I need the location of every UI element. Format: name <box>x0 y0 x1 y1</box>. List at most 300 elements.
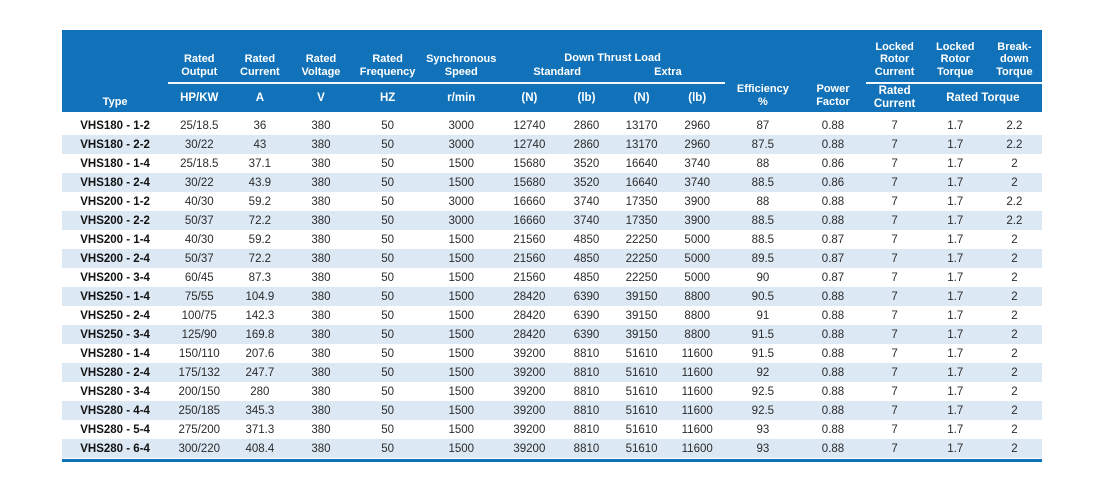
value-cell: 1500 <box>448 385 475 398</box>
value-cell: 4850 <box>573 233 600 246</box>
unit-speed: r/min <box>423 84 500 116</box>
value-cell: 50 <box>353 249 423 268</box>
type-cell: VHS280 - 4-4 <box>62 401 168 420</box>
value-cell: 2 <box>1011 233 1018 246</box>
type-cell: VHS250 - 2-4 <box>80 309 150 322</box>
value-cell: 0.88 <box>821 195 845 208</box>
value-cell: 1.7 <box>924 249 987 268</box>
value-cell: 88.5 <box>725 173 800 192</box>
value-cell: 1500 <box>423 287 500 306</box>
value-cell: 150/110 <box>178 347 220 360</box>
value-cell: 0.86 <box>800 173 865 192</box>
table-row <box>62 116 1042 135</box>
value-cell: 1500 <box>423 439 500 458</box>
value-cell: 2 <box>987 401 1042 420</box>
value-cell: 380 <box>311 271 331 284</box>
value-cell: 50 <box>381 119 394 132</box>
value-cell: 50 <box>353 401 423 420</box>
value-cell: 2.2 <box>987 211 1042 230</box>
value-cell: 39200 <box>513 385 546 398</box>
value-cell: 2 <box>1011 385 1018 398</box>
value-cell: 0.88 <box>821 385 845 398</box>
value-cell: 11600 <box>669 439 725 458</box>
value-cell: 21560 <box>500 249 559 268</box>
value-cell: 100/75 <box>181 309 217 322</box>
value-cell: 59.2 <box>248 195 272 208</box>
value-cell: 1500 <box>448 423 475 436</box>
value-cell: 1.7 <box>924 287 987 306</box>
value-cell: 1500 <box>423 363 500 382</box>
table-row <box>62 173 1042 192</box>
value-cell: 39200 <box>500 363 559 382</box>
value-cell: 3740 <box>669 173 725 192</box>
value-cell: 380 <box>289 439 352 458</box>
value-cell: 28420 <box>513 309 546 322</box>
value-cell: 51610 <box>625 385 658 398</box>
value-cell: 8810 <box>559 439 614 458</box>
unit-locked-rotor-current: Rated Current <box>866 84 924 116</box>
value-cell: 88 <box>756 157 770 170</box>
value-cell: 30/22 <box>168 135 230 154</box>
value-cell: 50 <box>353 439 423 458</box>
table-row <box>62 439 1042 458</box>
value-cell: 50 <box>381 385 394 398</box>
value-cell: 8810 <box>573 347 600 360</box>
value-cell: 0.88 <box>821 423 845 436</box>
type-cell: VHS250 - 1-4 <box>62 287 168 306</box>
value-cell: 1.7 <box>947 233 964 246</box>
value-cell: 250/185 <box>168 401 230 420</box>
col-header-type: Type <box>62 30 168 116</box>
value-cell: 8810 <box>573 423 600 436</box>
value-cell: 93 <box>725 439 800 458</box>
value-cell: 169.8 <box>230 325 289 344</box>
value-cell: 92.5 <box>751 385 775 398</box>
value-cell: 1500 <box>448 233 475 246</box>
value-cell: 142.3 <box>245 309 275 322</box>
value-cell: 13170 <box>625 119 658 132</box>
value-cell: 380 <box>311 157 331 170</box>
value-cell: 2 <box>987 439 1042 458</box>
value-cell: 39150 <box>614 325 669 344</box>
value-cell: 50 <box>353 325 423 344</box>
value-cell: 40/30 <box>184 233 214 246</box>
value-cell: 39200 <box>513 347 546 360</box>
value-cell: 380 <box>311 119 331 132</box>
value-cell: 8800 <box>669 287 725 306</box>
value-cell: 380 <box>289 401 352 420</box>
value-cell: 16640 <box>625 157 658 170</box>
value-cell: 59.2 <box>248 233 272 246</box>
type-cell: VHS280 - 1-4 <box>80 347 150 360</box>
table-row <box>62 401 1042 420</box>
value-cell: 88 <box>756 195 770 208</box>
value-cell: 7 <box>866 325 924 344</box>
value-cell: 50 <box>381 347 394 360</box>
value-cell: 1500 <box>448 347 475 360</box>
value-cell: 87.5 <box>725 135 800 154</box>
value-cell: 345.3 <box>230 401 289 420</box>
value-cell: 17350 <box>614 211 669 230</box>
value-cell: 0.86 <box>821 157 845 170</box>
value-cell: 3740 <box>573 195 600 208</box>
value-cell: 380 <box>289 211 352 230</box>
value-cell: 1500 <box>448 309 475 322</box>
value-cell: 5000 <box>684 271 711 284</box>
value-cell: 7 <box>891 309 898 322</box>
type-cell: VHS180 - 2-2 <box>62 135 168 154</box>
type-cell: VHS250 - 3-4 <box>62 325 168 344</box>
value-cell: 371.3 <box>245 423 275 436</box>
value-cell: 72.2 <box>230 249 289 268</box>
value-cell: 88.5 <box>751 233 775 246</box>
type-cell: VHS280 - 6-4 <box>62 439 168 458</box>
value-cell: 22250 <box>625 271 658 284</box>
value-cell: 91 <box>756 309 770 322</box>
value-cell: 39200 <box>500 401 559 420</box>
value-cell: 1.7 <box>924 363 987 382</box>
table-row <box>62 325 1042 344</box>
value-cell: 5000 <box>669 249 725 268</box>
value-cell: 0.87 <box>821 271 845 284</box>
value-cell: 380 <box>289 173 352 192</box>
value-cell: 36 <box>253 119 267 132</box>
value-cell: 90 <box>756 271 770 284</box>
col-header-down-thrust-load <box>500 30 725 84</box>
value-cell: 0.88 <box>800 135 865 154</box>
value-cell: 175/132 <box>168 363 230 382</box>
value-cell: 0.88 <box>821 309 845 322</box>
value-cell: 50 <box>353 173 423 192</box>
power-factor-label-line2: Factor <box>816 95 850 108</box>
value-cell: 1.7 <box>947 385 964 398</box>
table-row <box>62 230 1042 249</box>
value-cell: 1500 <box>448 157 475 170</box>
unit-current: A <box>230 84 289 116</box>
value-cell: 39150 <box>614 287 669 306</box>
value-cell: 1.7 <box>947 119 964 132</box>
value-cell: 2 <box>1011 347 1018 360</box>
value-cell: 87.3 <box>248 271 272 284</box>
value-cell: 4850 <box>559 249 614 268</box>
power-factor-label-line1: Power <box>816 83 850 96</box>
value-cell: 2 <box>1011 423 1018 436</box>
table-row <box>62 287 1042 306</box>
value-cell: 2 <box>987 173 1042 192</box>
value-cell: 16660 <box>513 195 546 208</box>
table-header <box>62 30 1042 116</box>
table-row <box>62 382 1042 401</box>
value-cell: 13170 <box>614 135 669 154</box>
value-cell: 7 <box>866 401 924 420</box>
value-cell: 37.1 <box>248 157 272 170</box>
value-cell: 2 <box>987 249 1042 268</box>
table-body <box>62 116 1042 458</box>
value-cell: 92 <box>725 363 800 382</box>
value-cell: 7 <box>866 135 924 154</box>
table-row <box>62 268 1042 287</box>
value-cell: 39200 <box>513 423 546 436</box>
value-cell: 1.7 <box>947 347 964 360</box>
value-cell: 0.88 <box>821 119 845 132</box>
value-cell: 87 <box>756 119 770 132</box>
value-cell: 7 <box>866 249 924 268</box>
value-cell: 89.5 <box>725 249 800 268</box>
unit-standard-n: (N) <box>500 84 559 116</box>
value-cell: 3000 <box>448 119 475 132</box>
value-cell: 75/55 <box>168 287 230 306</box>
table-bottom-rule <box>62 459 1042 462</box>
value-cell: 2 <box>987 363 1042 382</box>
value-cell: 380 <box>289 363 352 382</box>
value-cell: 300/220 <box>168 439 230 458</box>
table-row <box>62 306 1042 325</box>
value-cell: 8800 <box>684 309 711 322</box>
value-cell: 72.2 <box>230 211 289 230</box>
value-cell: 7 <box>891 385 898 398</box>
value-cell: 12740 <box>513 119 546 132</box>
table-row <box>62 249 1042 268</box>
value-cell: 50/37 <box>168 249 230 268</box>
value-cell: 8800 <box>669 325 725 344</box>
value-cell: 104.9 <box>230 287 289 306</box>
value-cell: 2 <box>987 325 1042 344</box>
value-cell: 51610 <box>614 439 669 458</box>
value-cell: 4850 <box>573 271 600 284</box>
type-cell: VHS180 - 1-2 <box>80 119 150 132</box>
value-cell: 1.7 <box>924 173 987 192</box>
value-cell: 3900 <box>684 195 711 208</box>
value-cell: 0.88 <box>800 325 865 344</box>
value-cell: 40/30 <box>184 195 214 208</box>
type-cell: VHS180 - 1-4 <box>80 157 150 170</box>
value-cell: 6390 <box>559 287 614 306</box>
value-cell: 11600 <box>681 423 713 436</box>
value-cell: 380 <box>289 287 352 306</box>
value-cell: 7 <box>891 347 898 360</box>
value-cell: 1500 <box>423 173 500 192</box>
value-cell: 3520 <box>573 157 600 170</box>
value-cell: 408.4 <box>230 439 289 458</box>
down-thrust-load-subgroups <box>502 66 723 78</box>
value-cell: 0.88 <box>800 439 865 458</box>
value-cell: 50 <box>381 309 394 322</box>
value-cell: 2960 <box>669 135 725 154</box>
value-cell: 380 <box>311 195 331 208</box>
value-cell: 91.5 <box>751 347 775 360</box>
value-cell: 7 <box>891 423 898 436</box>
unit-frequency: HZ <box>353 84 423 116</box>
value-cell: 8810 <box>559 401 614 420</box>
value-cell: 21560 <box>513 233 546 246</box>
down-thrust-load-label: Down Thrust Load <box>564 52 661 65</box>
value-cell: 7 <box>866 173 924 192</box>
value-cell: 25/18.5 <box>180 157 219 170</box>
value-cell: 7 <box>866 287 924 306</box>
subgroup-standard: Standard <box>533 65 582 78</box>
value-cell: 7 <box>866 211 924 230</box>
value-cell: 7 <box>866 439 924 458</box>
value-cell: 91.5 <box>725 325 800 344</box>
value-cell: 1.7 <box>947 309 964 322</box>
value-cell: 1.7 <box>924 439 987 458</box>
value-cell: 51610 <box>625 347 658 360</box>
value-cell: 2 <box>1011 309 1018 322</box>
value-cell: 380 <box>311 347 331 360</box>
value-cell: 1500 <box>423 401 500 420</box>
table-row <box>62 211 1042 230</box>
value-cell: 39150 <box>625 309 658 322</box>
value-cell: 3740 <box>559 211 614 230</box>
value-cell: 51610 <box>614 363 669 382</box>
value-cell: 3900 <box>669 211 725 230</box>
value-cell: 11600 <box>681 347 713 360</box>
value-cell: 6390 <box>559 325 614 344</box>
value-cell: 2860 <box>573 119 600 132</box>
value-cell: 380 <box>311 233 331 246</box>
type-cell: VHS280 - 2-4 <box>62 363 168 382</box>
value-cell: 1500 <box>423 249 500 268</box>
col-header-rated-frequency: Rated Frequency <box>353 30 423 84</box>
value-cell: 2 <box>1011 157 1018 170</box>
value-cell: 2.2 <box>987 135 1042 154</box>
value-cell: 7 <box>891 157 898 170</box>
value-cell: 39200 <box>500 439 559 458</box>
unit-standard-lb: (lb) <box>559 84 614 116</box>
value-cell: 2960 <box>684 119 711 132</box>
col-header-locked-rotor-torque: Locked Rotor Torque <box>924 30 987 84</box>
col-header-rated-voltage: Rated Voltage <box>289 30 352 84</box>
value-cell: 1.7 <box>947 271 964 284</box>
value-cell: 8810 <box>559 363 614 382</box>
value-cell: 92.5 <box>725 401 800 420</box>
col-header-rated-current: Rated Current <box>230 30 289 84</box>
value-cell: 0.88 <box>800 401 865 420</box>
value-cell: 1.7 <box>924 211 987 230</box>
type-cell: VHS280 - 3-4 <box>80 385 150 398</box>
value-cell: 50/37 <box>168 211 230 230</box>
value-cell: 3000 <box>423 135 500 154</box>
col-header-rated-output: Rated Output <box>168 30 230 84</box>
type-cell: VHS280 - 5-4 <box>80 423 150 436</box>
value-cell: 28420 <box>500 287 559 306</box>
value-cell: 50 <box>353 287 423 306</box>
value-cell: 1500 <box>423 325 500 344</box>
table-row <box>62 420 1042 439</box>
value-cell: 1500 <box>448 271 475 284</box>
value-cell: 50 <box>381 157 394 170</box>
value-cell: 7 <box>891 271 898 284</box>
value-cell: 17350 <box>625 195 658 208</box>
motor-spec-table <box>62 30 1042 458</box>
value-cell: 8810 <box>573 385 600 398</box>
value-cell: 0.88 <box>800 287 865 306</box>
value-cell: 11600 <box>681 385 713 398</box>
value-cell: 0.88 <box>800 211 865 230</box>
type-cell: VHS200 - 1-2 <box>80 195 150 208</box>
value-cell: 0.88 <box>821 347 845 360</box>
value-cell: 21560 <box>513 271 546 284</box>
value-cell: 1.7 <box>924 401 987 420</box>
value-cell: 125/90 <box>168 325 230 344</box>
value-cell: 2.2 <box>1006 119 1023 132</box>
value-cell: 16660 <box>500 211 559 230</box>
table-row <box>62 135 1042 154</box>
table-row <box>62 363 1042 382</box>
type-cell: VHS200 - 3-4 <box>80 271 150 284</box>
value-cell: 15680 <box>500 173 559 192</box>
value-cell: 50 <box>381 423 394 436</box>
value-cell: 0.87 <box>800 249 865 268</box>
col-header-breakdown-torque: Break-down Torque <box>987 30 1042 84</box>
value-cell: 1.7 <box>947 423 964 436</box>
value-cell: 43.9 <box>230 173 289 192</box>
value-cell: 380 <box>311 385 331 398</box>
value-cell: 88.5 <box>725 211 800 230</box>
efficiency-unit: % <box>757 95 768 108</box>
value-cell: 50 <box>353 363 423 382</box>
value-cell: 380 <box>311 423 331 436</box>
table-row <box>62 192 1042 211</box>
type-cell: VHS200 - 2-4 <box>62 249 168 268</box>
value-cell: 51610 <box>625 423 658 436</box>
col-header-power-factor <box>800 30 865 116</box>
value-cell: 50 <box>353 211 423 230</box>
value-cell: 200/150 <box>178 385 221 398</box>
unit-extra-lb: (lb) <box>669 84 725 116</box>
value-cell: 1.7 <box>924 135 987 154</box>
value-cell: 3000 <box>448 195 475 208</box>
value-cell: 93 <box>756 423 770 436</box>
value-cell: 1.7 <box>947 195 964 208</box>
value-cell: 16640 <box>614 173 669 192</box>
value-cell: 380 <box>289 249 352 268</box>
value-cell: 22250 <box>625 233 658 246</box>
value-cell: 50 <box>353 135 423 154</box>
value-cell: 7 <box>891 195 898 208</box>
type-cell: VHS180 - 2-4 <box>62 173 168 192</box>
value-cell: 3000 <box>423 211 500 230</box>
value-cell: 51610 <box>614 401 669 420</box>
value-cell: 28420 <box>500 325 559 344</box>
unit-voltage: V <box>289 84 352 116</box>
value-cell: 1.7 <box>947 157 964 170</box>
col-header-efficiency <box>725 30 800 116</box>
col-header-locked-rotor-current: Locked Rotor Current <box>866 30 924 84</box>
value-cell: 50 <box>381 195 394 208</box>
subgroup-extra: Extra <box>654 65 682 78</box>
value-cell: 6390 <box>573 309 600 322</box>
type-cell: VHS200 - 1-4 <box>80 233 150 246</box>
table-row <box>62 154 1042 173</box>
value-cell: 43 <box>230 135 289 154</box>
value-cell: 1.7 <box>924 325 987 344</box>
value-cell: 7 <box>866 363 924 382</box>
value-cell: 30/22 <box>168 173 230 192</box>
col-header-synchronous-speed: Synchronous Speed <box>423 30 500 84</box>
value-cell: 0.88 <box>800 363 865 382</box>
value-cell: 7 <box>891 119 898 132</box>
value-cell: 3520 <box>559 173 614 192</box>
value-cell: 380 <box>289 135 352 154</box>
value-cell: 280 <box>250 385 270 398</box>
unit-extra-n: (N) <box>614 84 669 116</box>
value-cell: 50 <box>381 271 394 284</box>
value-cell: 380 <box>311 309 331 322</box>
unit-rated-torque: Rated Torque <box>924 84 1042 116</box>
type-cell: VHS200 - 2-2 <box>62 211 168 230</box>
value-cell: 2 <box>987 287 1042 306</box>
